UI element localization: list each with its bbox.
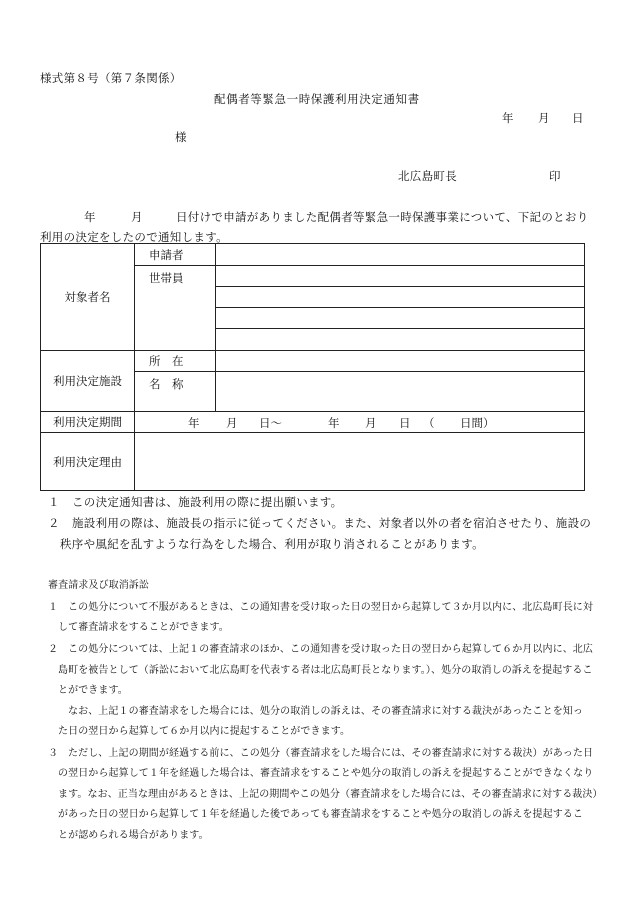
appeal-3-line-1: ただし、上記の期間が経過する前に、この処分（審査請求をした場合には、その審査請求に対する裁決）があった日 [68, 748, 594, 759]
household-field-2[interactable] [216, 287, 585, 308]
decision-table [40, 243, 585, 491]
period-month-1: 月 [226, 415, 238, 430]
household-field-1[interactable] [216, 266, 585, 287]
appeal-3-number: ３ [48, 748, 59, 759]
period-day-1: 日～ [259, 415, 282, 430]
period-field[interactable] [135, 412, 585, 433]
period-day-2: 日 [399, 415, 411, 430]
subject-label: 対象者名 [41, 244, 135, 351]
period-days: 日間） [460, 415, 495, 430]
intro-year: 年 [84, 210, 96, 224]
note-2-line-2: 秩序や風紀を乱すような行為をした場合、利用が取り消されることがあります。 [60, 537, 484, 551]
period-month-2: 月 [365, 415, 377, 430]
reason-label: 利用決定理由 [41, 433, 135, 491]
appeal-3-line-5: とが認められる場合があります。 [58, 830, 209, 841]
document-title: 配偶者等緊急一時保護利用決定通知書 [214, 92, 420, 106]
note-1-line-1: この決定通知書は、施設利用の際に提出願います。 [72, 495, 343, 509]
intro-line-2: 利用の決定をしたので通知します。 [40, 230, 228, 244]
appeal-3-line-3: ます。なお、正当な理由があるときは、上記の期間やこの処分（審査請求をした場合には、その審査請求に対する裁決） [58, 789, 603, 800]
period-label: 利用決定期間 [41, 412, 135, 433]
date-day: 日 [572, 111, 584, 125]
applicant-field[interactable] [216, 244, 585, 266]
appeal-note-line-1: なお、上記１の審査請求をした場合には、処分の取消しの訴えは、その審査請求に対する裁決があったことを知っ [68, 706, 583, 717]
facility-name-field[interactable] [216, 372, 585, 412]
facility-address-label: 所 在 [135, 351, 216, 372]
appeal-3-line-4: があった日の翌日から起算して１年を経過した後であっても審査請求をすることや処分の取消しの訴えを提起するこ [58, 809, 583, 820]
appeal-2-line-2: 島町を被告として（訴訟において北広島町を代表する者は北広島町長となります。）、処分の取消しの訴えを提起するこ [58, 665, 593, 676]
intro-text: 日付けで申請がありました配偶者等緊急一時保護事業について、下記のとおり [176, 210, 589, 224]
reason-field[interactable] [135, 433, 585, 491]
applicant-label: 申請者 [135, 244, 216, 266]
date-month: 月 [538, 111, 550, 125]
household-field-4[interactable] [216, 329, 585, 351]
period-paren-open: （ [423, 415, 435, 430]
form-number: 様式第８号（第７条関係） [40, 71, 182, 85]
seal-mark: 印 [549, 169, 561, 183]
note-2-number: ２ [48, 516, 60, 530]
appeal-2-number: ２ [48, 644, 59, 655]
facility-address-field[interactable] [216, 351, 585, 372]
appeal-1-line-2: して審査請求をすることができます。 [58, 622, 229, 633]
appeal-1-line-1: この処分について不服があるときは、この通知書を受け取った日の翌日から起算して３か月以内に、北広島町長に対 [68, 602, 593, 613]
note-2-line-1: 施設利用の際は、施設長の指示に従ってください。また、対象者以外の者を宿泊させたり、施設の [72, 516, 592, 530]
appeal-heading: 審査請求及び取消訴訟 [48, 580, 149, 591]
note-1-number: １ [48, 495, 60, 509]
household-field-3[interactable] [216, 308, 585, 329]
addressee-suffix: 様 [175, 130, 187, 144]
appeal-note-line-2: た日の翌日から起算して６か月以内に提起することができます。 [58, 726, 351, 737]
issuer-name: 北広島町長 [398, 169, 457, 183]
appeal-2-line-1: この処分については、上記１の審査請求のほか、この通知書を受け取った日の翌日から起算して６か月以内に、北広 [68, 644, 593, 655]
period-year-1: 年 [188, 415, 200, 430]
appeal-1-number: １ [48, 602, 59, 613]
facility-label: 利用決定施設 [41, 351, 135, 412]
facility-name-label: 名 称 [135, 372, 216, 412]
household-label: 世帯員 [135, 266, 216, 351]
appeal-3-line-2: の翌日から起算して１年を経過した場合は、審査請求をすることや処分の取消しの訴えを提起することができなくなり [58, 768, 594, 779]
date-year: 年 [502, 111, 514, 125]
period-year-2: 年 [328, 415, 340, 430]
intro-month: 月 [131, 210, 143, 224]
appeal-2-line-3: とができます。 [58, 685, 128, 696]
